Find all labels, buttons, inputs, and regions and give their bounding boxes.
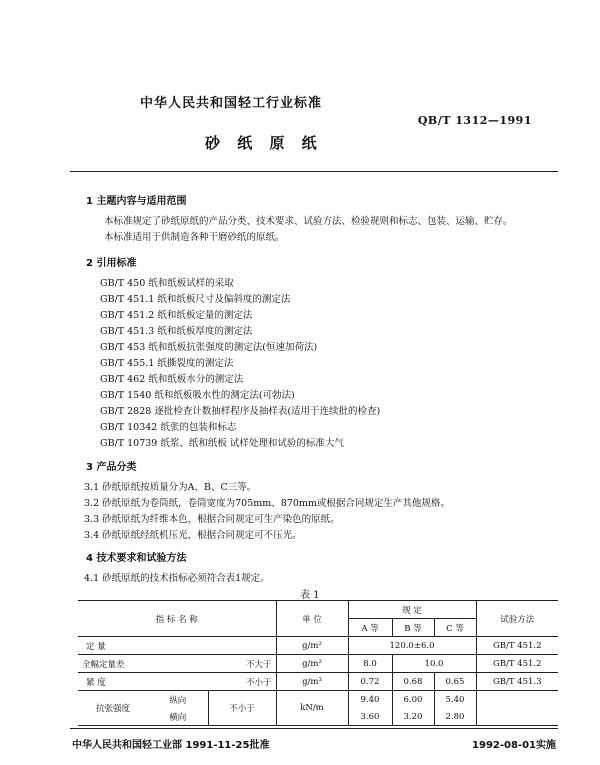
row-value-b: 0.68 [392, 673, 434, 691]
header-cell-method: 试验方法 [476, 601, 558, 637]
issuer-heading: 中华人民共和国轻工行业标准 [140, 96, 323, 111]
section-3-heading: 3 产品分类 [86, 462, 137, 473]
section-1-para-2: 本标准适用于供制造各种干磨砂纸的原纸。 [104, 232, 285, 243]
standard-code: QB/T 1312—1991 [417, 114, 532, 127]
row-value-c: 5.40 [434, 691, 476, 709]
row-value-a: 9.40 [348, 691, 392, 709]
table-caption: 表 1 [300, 590, 320, 601]
header-cell-name: 指 标 名 称 [78, 601, 276, 637]
implementation-date: 1992-08-01实施 [472, 740, 556, 751]
reference-item: GB/T 451.2 纸和纸板定量的测定法 [100, 310, 253, 321]
document-title: 砂 纸 原 纸 [205, 134, 323, 152]
row-unit: kN/m [276, 691, 348, 726]
section-2-heading: 2 引用标准 [86, 258, 137, 269]
reference-item: GB/T 10739 纸浆、纸和纸板 试样处理和试验的标准大气 [100, 438, 344, 449]
section-3-item: 3.2 砂纸原纸为卷筒纸，卷筒宽度为705mm、870mm或根据合同规定生产其他规格。 [84, 498, 450, 509]
row-unit: g/m² [276, 655, 348, 673]
row-value-bc: 10.0 [392, 655, 476, 673]
reference-item: GB/T 1540 纸和纸板吸水性的测定法(可勃法) [100, 390, 295, 401]
row-method-empty [476, 691, 558, 726]
section-4-heading: 4 技术要求和试验方法 [86, 553, 187, 564]
row-unit: g/m² [276, 637, 348, 655]
row-condition: 不小于 [208, 691, 276, 726]
row-value-b: 3.20 [392, 708, 434, 726]
reference-item: GB/T 451.1 纸和纸板尺寸及偏斜度的测定法 [100, 294, 291, 305]
reference-item: GB/T 462 纸和纸板水分的测定法 [100, 374, 244, 385]
header-divider [70, 171, 558, 172]
row-value-b: 6.00 [392, 691, 434, 709]
section-1-para-1: 本标准规定了砂纸原纸的产品分类、技术要求、试验方法、检验规则和标志、包装、运输、贮存。 [104, 216, 513, 227]
row-value: 120.0±6.0 [348, 637, 476, 655]
reference-item: GB/T 455.1 纸撕裂度的测定法 [100, 358, 234, 369]
row-condition: 不大于 [208, 655, 276, 673]
row-name: 定 量 [78, 637, 276, 655]
reference-item: GB/T 451.3 纸和纸板厚度的测定法 [100, 326, 253, 337]
table-1 [78, 600, 558, 726]
header-cell-spec: 规 定 [348, 601, 476, 619]
row-value-a: 3.60 [348, 708, 392, 726]
reference-item: GB/T 2828 逐批检查计数抽样程序及抽样表(适用于连续批的检查) [100, 406, 381, 417]
grade-b-header: B 等 [392, 619, 434, 637]
row-value-c: 2.80 [434, 708, 476, 726]
row-value-a: 8.0 [348, 655, 392, 673]
grade-a-header: A 等 [348, 619, 392, 637]
section-3-item: 3.4 砂纸原纸经纸机压光，根据合同规定可不压光。 [84, 530, 302, 541]
row-value-a: 0.72 [348, 673, 392, 691]
row-method: GB/T 451.2 [476, 655, 558, 673]
grade-c-header: C 等 [434, 619, 476, 637]
row-name: 抗张强度 [78, 691, 148, 726]
footer-divider [70, 728, 558, 729]
row-unit: g/m³ [276, 673, 348, 691]
section-1-heading: 1 主题内容与适用范围 [86, 196, 187, 207]
reference-item: GB/T 450 纸和纸板试样的采取 [100, 278, 234, 289]
approval-line: 中华人民共和国轻工业部 1991-11-25批准 [72, 740, 270, 751]
section-4-item-1: 4.1 砂纸原纸的技术指标必须符合表1规定。 [84, 573, 270, 584]
section-3-item: 3.3 砂纸原纸为纤维本色，根据合同规定可生产染色的原纸。 [84, 514, 340, 525]
reference-item: GB/T 453 纸和纸板抗张强度的测定法(恒速加荷法) [100, 342, 318, 353]
row-direction: 横向 [148, 708, 208, 726]
row-direction: 纵向 [169, 695, 187, 706]
row-condition: 不小于 [208, 673, 276, 691]
row-name: 紧 度 [78, 673, 208, 691]
row-value-c: 0.65 [434, 673, 476, 691]
row-method: GB/T 451.2 [476, 637, 558, 655]
row-method: GB/T 451.3 [476, 673, 558, 691]
header-cell-unit: 单 位 [276, 601, 348, 637]
section-3-item: 3.1 砂纸原纸按质量分为A、B、C三等。 [84, 482, 257, 493]
reference-item: GB/T 10342 纸张的包装和标志 [100, 422, 237, 433]
row-name: 全幅定量差 [78, 655, 208, 673]
